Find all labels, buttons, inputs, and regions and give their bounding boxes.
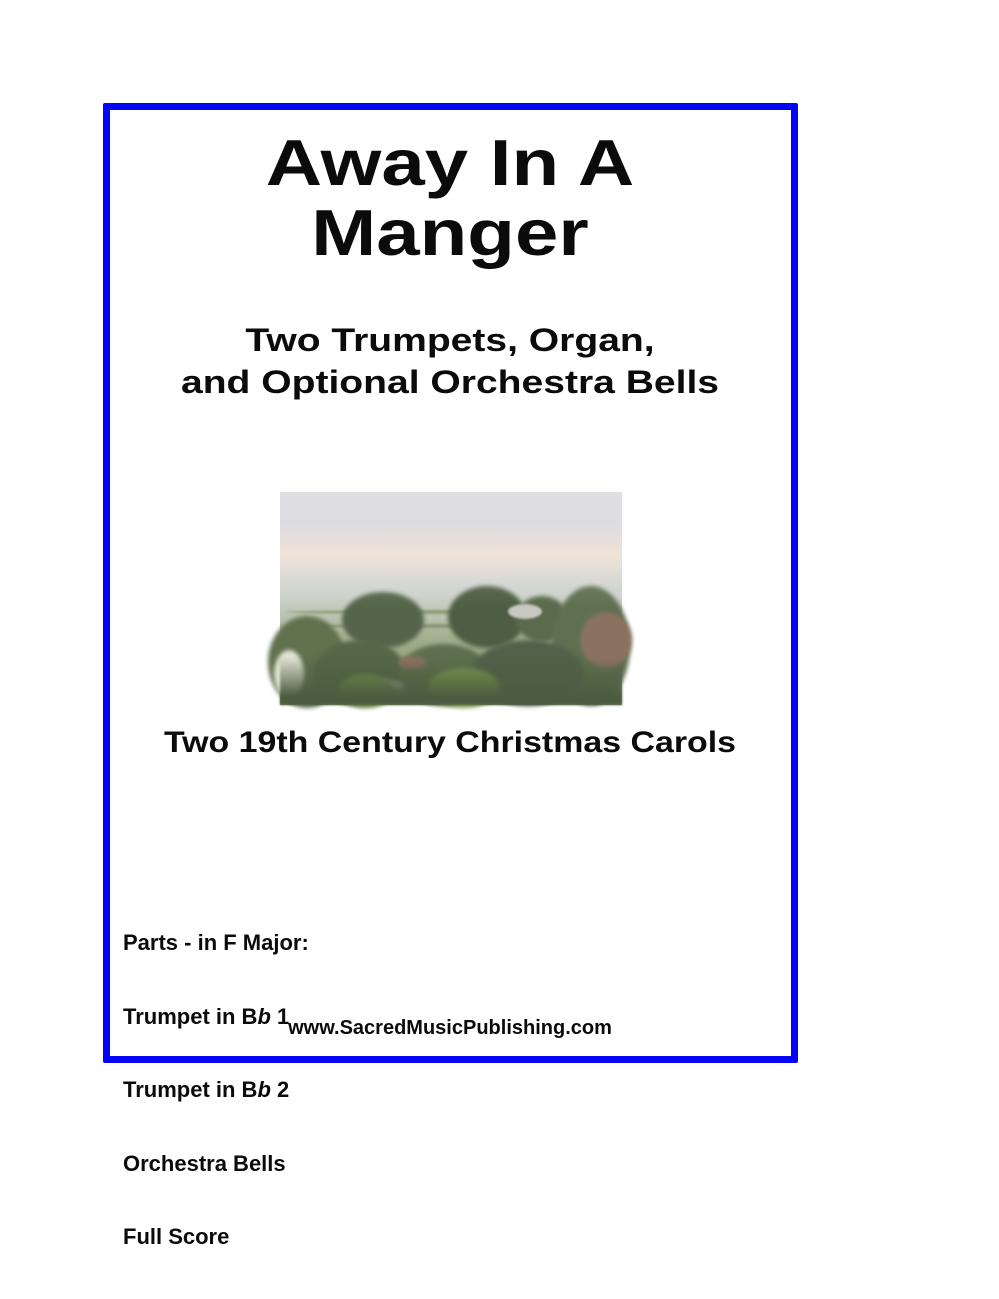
parts-item [123, 1152, 309, 1177]
caption-text: Two 19th Century Christmas Carols [163, 726, 737, 759]
parts-heading: Parts - in F Major: [123, 930, 309, 955]
haze-overlay [280, 492, 622, 705]
subtitle-line-2: and Optional Orchestra Bells [180, 364, 720, 400]
part-number: 2 [270, 1077, 290, 1102]
part-name: Full Score [123, 1224, 230, 1249]
landscape-photo [280, 492, 622, 705]
subtitle-line-1: Two Trumpets, Organ, [245, 322, 655, 358]
flat-symbol: b [257, 1003, 271, 1029]
instrumentation-subtitle [0, 319, 999, 403]
part-number: 1 [270, 1003, 290, 1029]
part-name: Trumpet in B [123, 1003, 258, 1029]
parts-item [123, 1078, 309, 1103]
part-name: Orchestra Bells [123, 1150, 286, 1176]
title-line-2: Manger [311, 196, 589, 269]
flat-symbol: b [257, 1077, 271, 1102]
part-name: Trumpet in B [123, 1077, 258, 1102]
parts-item [123, 1225, 309, 1250]
parts-list [123, 882, 309, 1299]
publisher-website: www.SacredMusicPublishing.com [288, 1017, 612, 1039]
title-line-1: Away In A [265, 126, 635, 199]
page-title [0, 128, 990, 268]
